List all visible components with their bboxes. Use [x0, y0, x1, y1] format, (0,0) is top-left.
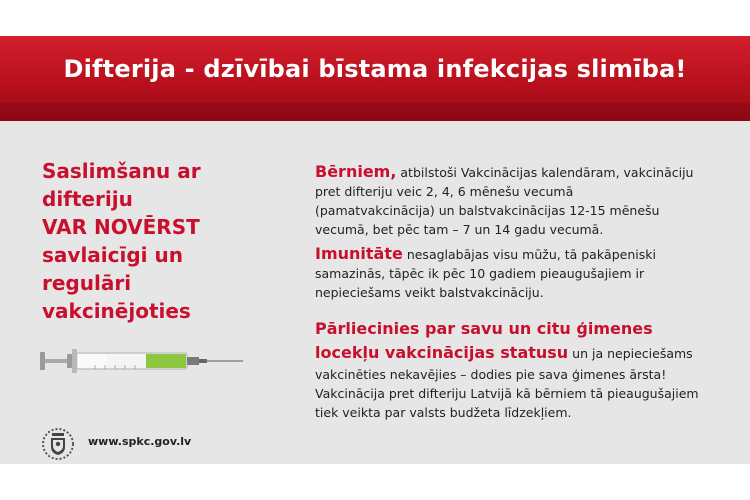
info-text-status: un ja nepieciešams vakcinēties nekavējies – dodies pie sava ģimenes ārsta! Vakcinācija pret difteriju Latvijā kā bērniem tā pieaugušajiem tiek veikta par valsts budžeta līdzekļiem.: [315, 346, 699, 420]
header-banner: [0, 36, 750, 121]
info-text-immunity: nesaglabājas visu mūžu, tā pakāpeniski samazinās, tāpēc ik pēc 10 gadiem pieaugušajiem ir nepieciešams veikt balstvakcināciju.: [315, 247, 656, 300]
info-block-status: [315, 317, 705, 422]
page-title: Difterija - dzīvībai bīstama infekcijas slimība!: [63, 55, 687, 83]
website-url: www.spkc.gov.lv: [88, 435, 192, 448]
info-lead-status: Pārliecinies par savu un citu ģimenes locekļu vakcinācijas statusu: [315, 319, 653, 362]
headline-line-4: savlaicīgi un: [42, 243, 183, 267]
headline-line-2: difteriju: [42, 187, 133, 211]
headline-line-5: regulāri: [42, 271, 132, 295]
info-text-children: atbilstoši Vakcinācijas kalendāram, vakcināciju pret difteriju veic 2, 4, 6 mēnešu vecumā (pamatvakcinācija) un balstvakcinācijas 12-15 mēnešu vecumā, bet pēc tam – 7 un 14 gadu vecumā.: [315, 165, 694, 237]
info-block-children: [315, 162, 695, 239]
headline: [42, 157, 282, 325]
headline-line-6: vakcinējoties: [42, 299, 191, 323]
syringe-icon: [40, 346, 245, 376]
headline-line-1: Saslimšanu ar: [42, 159, 201, 183]
content-panel: [0, 121, 750, 464]
info-lead-children: Bērniem,: [315, 162, 397, 181]
info-lead-immunity: Imunitāte: [315, 244, 403, 263]
headline-line-3: VAR NOVĒRST: [42, 215, 200, 239]
banner-shade: [0, 103, 750, 121]
info-block-immunity: [315, 244, 695, 302]
coat-of-arms-logo: [40, 426, 76, 462]
